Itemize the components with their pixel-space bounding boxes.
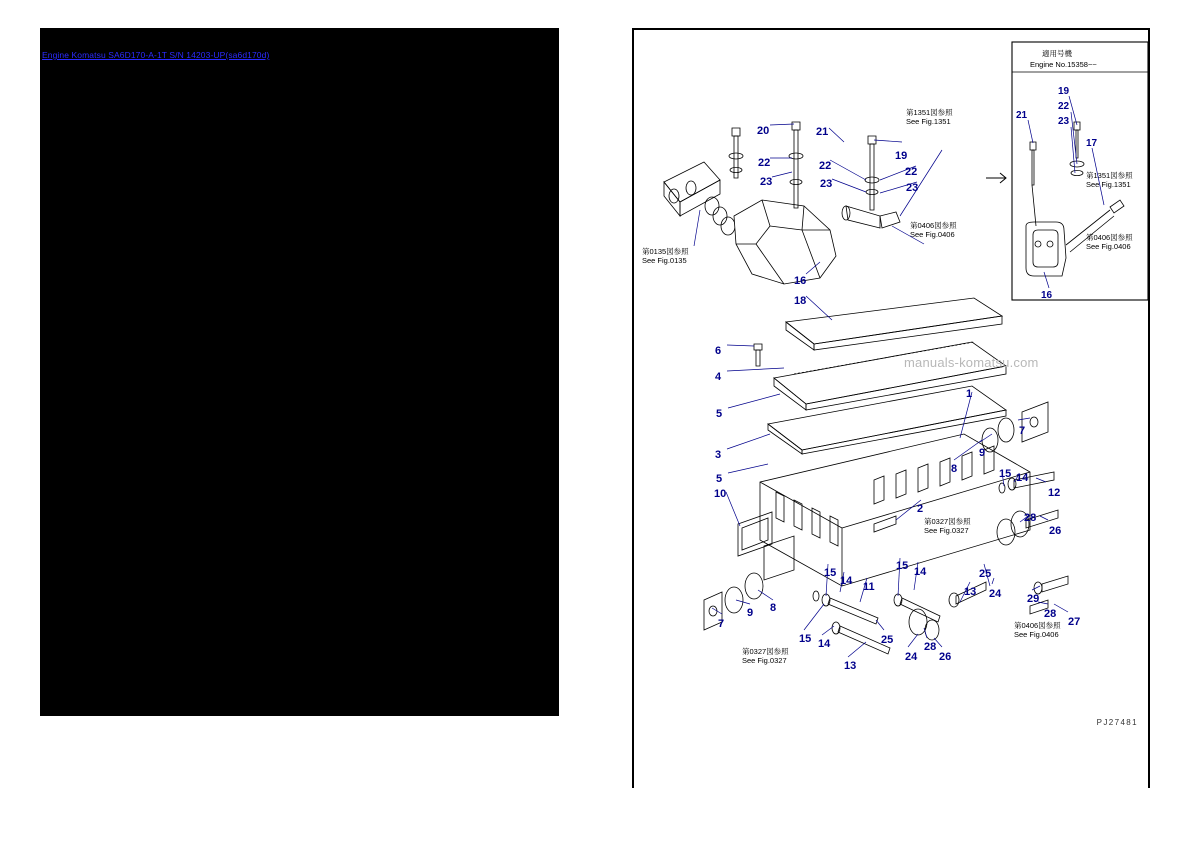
callout-number: 18 — [794, 295, 807, 307]
callout-number: 20 — [757, 125, 770, 137]
svg-text:See Fig.0406: See Fig.0406 — [1086, 242, 1131, 251]
svg-text:Engine No.15358~~: Engine No.15358~~ — [1030, 60, 1097, 69]
callout-number: 7 — [718, 618, 725, 630]
callout-number: 28 — [1044, 608, 1057, 620]
callout-number: 22 — [819, 160, 832, 172]
callout-number: 14 — [840, 575, 853, 587]
callout-number: 27 — [1068, 616, 1081, 628]
callout-number: 26 — [1049, 525, 1062, 537]
callout-number: 5 — [716, 408, 723, 420]
callout-number: 23 — [820, 178, 833, 190]
callout-number: 23 — [760, 176, 773, 188]
callout-number: 2 — [917, 503, 924, 515]
callout-number: 13 — [964, 586, 977, 598]
callout-number: 21 — [816, 126, 829, 138]
svg-text:第1351図参照: 第1351図参照 — [906, 108, 953, 117]
callout-number: 16 — [794, 275, 807, 287]
callout-number: 4 — [715, 371, 722, 383]
svg-text:See Fig.1351: See Fig.1351 — [906, 117, 951, 126]
callout-number: 15 — [824, 567, 837, 579]
callout-number: 12 — [1048, 487, 1061, 499]
svg-text:21: 21 — [1016, 110, 1028, 121]
callout-number: 11 — [863, 581, 875, 593]
figure-svg — [634, 30, 1152, 790]
svg-text:第0406図参照: 第0406図参照 — [1086, 233, 1133, 242]
callout-number: 10 — [714, 488, 727, 500]
callout-number: 24 — [905, 651, 918, 663]
svg-text:16: 16 — [1041, 290, 1053, 301]
callout-number: 25 — [979, 568, 992, 580]
svg-text:第0327図参照: 第0327図参照 — [742, 647, 789, 656]
callout-number: 9 — [747, 607, 754, 619]
svg-text:17: 17 — [1086, 138, 1098, 149]
svg-text:第0327図参照: 第0327図参照 — [924, 517, 971, 526]
svg-text:第0135図参照: 第0135図参照 — [642, 247, 689, 256]
callout-number: 23 — [906, 182, 919, 194]
svg-text:第0406図参照: 第0406図参照 — [910, 221, 957, 230]
callout-number: 5 — [716, 473, 723, 485]
svg-text:See Fig.0327: See Fig.0327 — [742, 656, 787, 665]
callout-number: 22 — [758, 157, 771, 169]
svg-text:第1351図参照: 第1351図参照 — [1086, 171, 1133, 180]
svg-text:See Fig.0135: See Fig.0135 — [642, 256, 687, 265]
callout-number: 8 — [951, 463, 958, 475]
callout-number: 29 — [1027, 593, 1040, 605]
svg-text:22: 22 — [1058, 101, 1070, 112]
callout-number: 24 — [989, 588, 1002, 600]
svg-text:第0406図参照: 第0406図参照 — [1014, 621, 1061, 630]
callout-number: 7 — [1019, 425, 1026, 437]
callout-number: 15 — [896, 560, 909, 572]
document-title-link[interactable]: Engine Komatsu SA6D170-A-1T S/N 14203-UP(sa6d170d) — [42, 50, 270, 60]
svg-text:See Fig.0406: See Fig.0406 — [1014, 630, 1059, 639]
callout-number: 15 — [999, 468, 1012, 480]
svg-text:See Fig.0327: See Fig.0327 — [924, 526, 969, 535]
callout-number: 13 — [844, 660, 857, 672]
callout-number: 25 — [881, 634, 894, 646]
svg-text:適用号機: 適用号機 — [1042, 49, 1072, 58]
callout-number: 28 — [924, 641, 937, 653]
figure-code: PJ27481 — [1096, 718, 1138, 727]
callout-number: 14 — [818, 638, 831, 650]
parts-diagram-panel — [632, 28, 1150, 788]
callout-number: 6 — [715, 345, 722, 357]
svg-text:19: 19 — [1058, 86, 1070, 97]
callout-number: 14 — [1016, 472, 1029, 484]
svg-text:See Fig.0406: See Fig.0406 — [910, 230, 955, 239]
svg-text:23: 23 — [1058, 116, 1070, 127]
callout-number: 22 — [905, 166, 918, 178]
callout-number: 28 — [1024, 512, 1037, 524]
callout-number: 19 — [895, 150, 908, 162]
callout-number: 9 — [979, 447, 986, 459]
exploded-parts-figure — [634, 30, 1152, 790]
callout-number: 15 — [799, 633, 812, 645]
callout-number: 14 — [914, 566, 927, 578]
callout-number: 1 — [966, 388, 973, 400]
callout-number: 3 — [715, 449, 722, 461]
left-content-panel — [40, 28, 559, 716]
svg-text:See Fig.1351: See Fig.1351 — [1086, 180, 1131, 189]
callout-number: 8 — [770, 602, 777, 614]
callout-number: 26 — [939, 651, 952, 663]
watermark-text: manuals-komatsu.com — [904, 355, 1039, 370]
